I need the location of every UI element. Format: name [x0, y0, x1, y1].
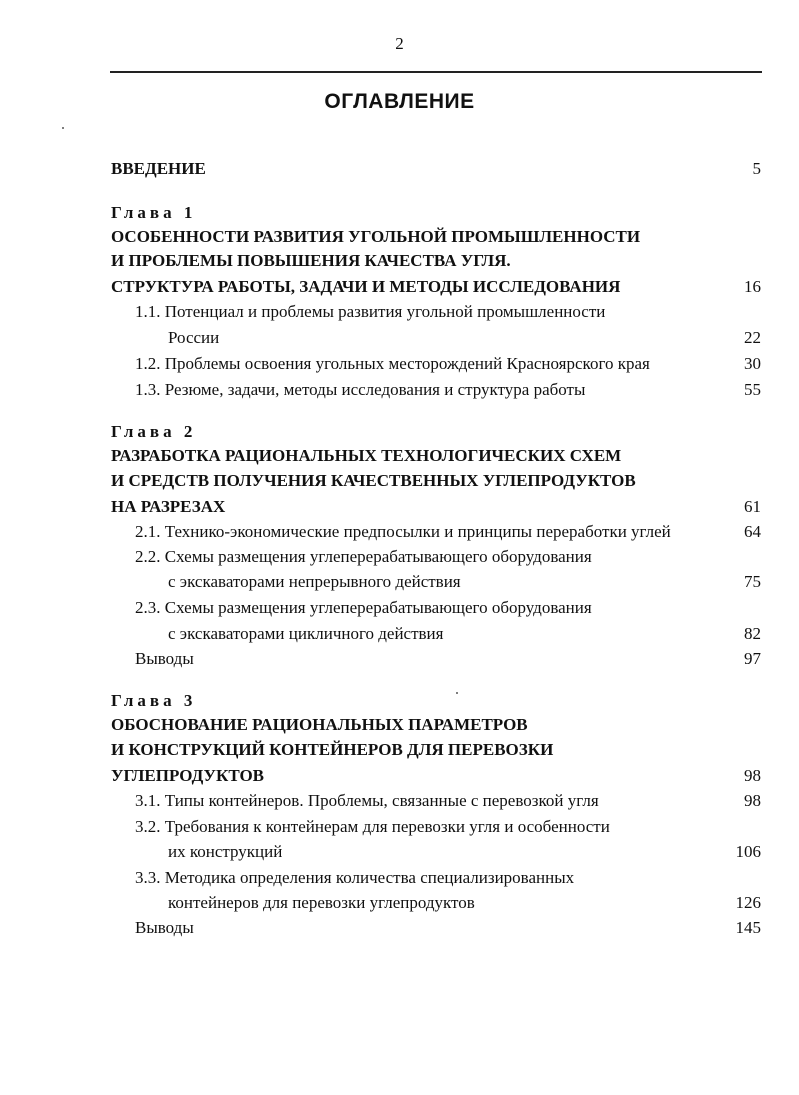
chapter-2-label: Глава 2: [111, 422, 197, 441]
chapter-3-title-line-2[interactable]: И КОНСТРУКЦИЙ КОНТЕЙНЕРОВ ДЛЯ ПЕРЕВОЗКИ: [111, 740, 554, 759]
toc-chapter-2-conclusions[interactable]: Выводы: [135, 649, 194, 668]
chapter-1-title-line-3[interactable]: СТРУКТУРА РАБОТЫ, ЗАДАЧИ И МЕТОДЫ ИССЛЕДОВАНИЯ: [111, 277, 621, 296]
toc-section-1-2-page: 30: [744, 354, 761, 373]
toc-section-1-2[interactable]: 1.2. Проблемы освоения угольных месторождений Красноярского края: [135, 354, 650, 373]
toc-section-2-1[interactable]: 2.1. Технико-экономические предпосылки и принципы переработки углей: [135, 522, 671, 541]
toc-section-2-3-line-2[interactable]: с экскаваторами цикличного действия: [168, 624, 444, 643]
toc-section-2-2-line-1[interactable]: 2.2. Схемы размещения углеперерабатывающего оборудования: [135, 547, 592, 566]
chapter-2-page: 61: [744, 497, 761, 516]
page-number: 2: [395, 34, 404, 53]
chapter-2-title-line-3[interactable]: НА РАЗРЕЗАХ: [111, 497, 226, 516]
toc-section-3-1-page: 98: [744, 791, 761, 810]
toc-section-3-1[interactable]: 3.1. Типы контейнеров. Проблемы, связанные с перевозкой угля: [135, 791, 599, 810]
chapter-3-title-line-3[interactable]: УГЛЕПРОДУКТОВ: [111, 766, 264, 785]
toc-intro-page: 5: [752, 159, 761, 178]
toc-section-1-1-line-1[interactable]: 1.1. Потенциал и проблемы развития угольной промышленности: [135, 302, 606, 321]
toc-chapter-3-conclusions-page: 145: [735, 918, 761, 937]
chapter-2-title-line-2[interactable]: И СРЕДСТВ ПОЛУЧЕНИЯ КАЧЕСТВЕННЫХ УГЛЕПРОДУКТОВ: [111, 471, 636, 490]
chapter-3-title-line-1[interactable]: ОБОСНОВАНИЕ РАЦИОНАЛЬНЫХ ПАРАМЕТРОВ: [111, 715, 528, 734]
toc-chapter-2-conclusions-page: 97: [744, 649, 761, 668]
toc-intro-title[interactable]: ВВЕДЕНИЕ: [111, 159, 206, 178]
toc-section-2-1-page: 64: [744, 522, 761, 541]
header-rule: [110, 71, 762, 73]
toc-section-3-3-line-1[interactable]: 3.3. Методика определения количества специализированных: [135, 868, 575, 887]
toc-section-1-1-line-2[interactable]: России: [168, 328, 220, 347]
toc-chapter-3-conclusions[interactable]: Выводы: [135, 918, 194, 937]
chapter-3-page: 98: [744, 766, 761, 785]
toc-section-3-2-line-2[interactable]: их конструкций: [168, 842, 283, 861]
toc-section-2-3-line-1[interactable]: 2.3. Схемы размещения углеперерабатывающего оборудования: [135, 598, 592, 617]
toc-section-3-2-line-1[interactable]: 3.2. Требования к контейнерам для перевозки угля и особенности: [135, 817, 610, 836]
page-title: ОГЛАВЛЕНИЕ: [324, 90, 475, 113]
chapter-1-title-line-1[interactable]: ОСОБЕННОСТИ РАЗВИТИЯ УГОЛЬНОЙ ПРОМЫШЛЕННОСТИ: [111, 227, 641, 246]
chapter-1-title-line-2[interactable]: И ПРОБЛЕМЫ ПОВЫШЕНИЯ КАЧЕСТВА УГЛЯ.: [111, 251, 511, 270]
chapter-1-page: 16: [744, 277, 761, 296]
chapter-1-label: Глава 1: [111, 203, 197, 222]
toc-section-2-2-line-2[interactable]: с экскаваторами непрерывного действия: [168, 572, 461, 591]
toc-section-2-3-page: 82: [744, 624, 761, 643]
toc-section-3-2-page: 106: [735, 842, 761, 861]
chapter-3-label: Глава 3: [111, 691, 197, 710]
chapter-2-title-line-1[interactable]: РАЗРАБОТКА РАЦИОНАЛЬНЫХ ТЕХНОЛОГИЧЕСКИХ СХЕМ: [111, 446, 622, 465]
toc-section-1-3-page: 55: [744, 380, 761, 399]
toc-section-3-3-page: 126: [735, 893, 761, 912]
toc-section-2-2-page: 75: [744, 572, 761, 591]
scan-speck: [456, 692, 458, 694]
toc-section-1-1-page: 22: [744, 328, 761, 347]
toc-section-1-3[interactable]: 1.3. Резюме, задачи, методы исследования и структура работы: [135, 380, 586, 399]
toc-section-3-3-line-2[interactable]: контейнеров для перевозки углепродуктов: [168, 893, 475, 912]
scan-speck: [62, 127, 64, 129]
